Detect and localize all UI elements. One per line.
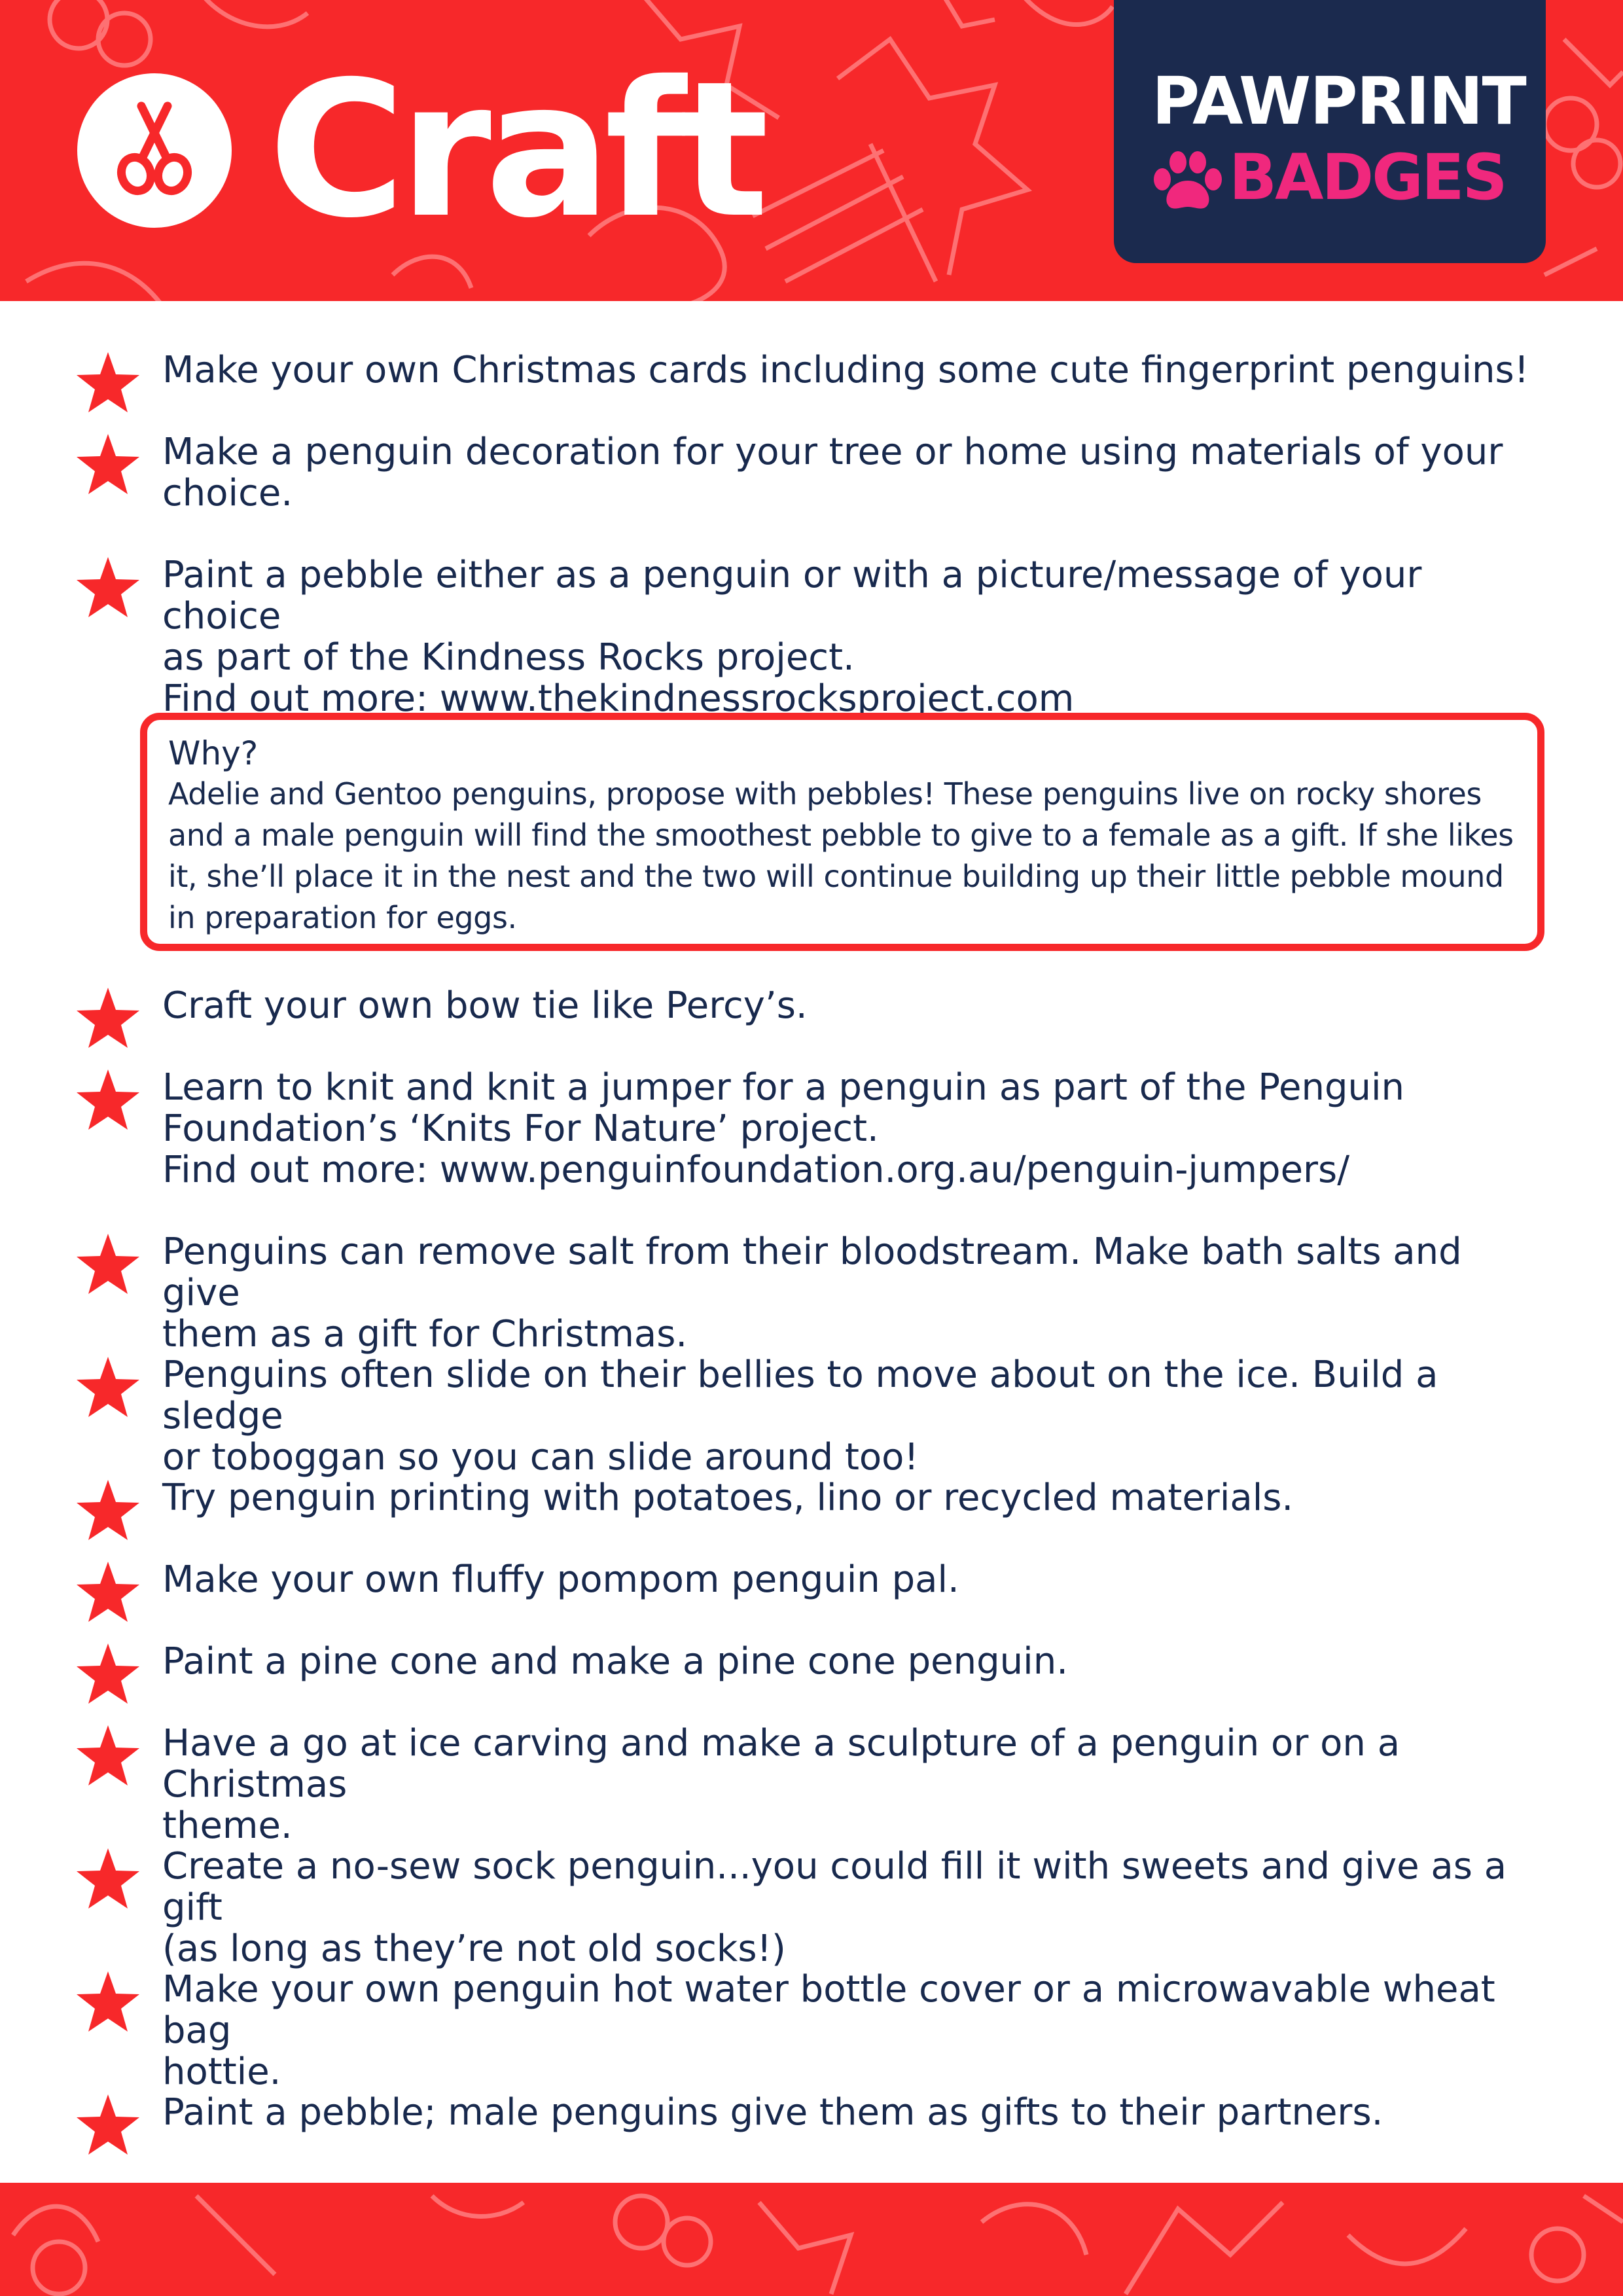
page-title: Craft: [268, 42, 763, 259]
star-icon: [75, 988, 141, 1050]
star-icon: [75, 352, 141, 415]
pawprint-badges-logo: [1114, 0, 1546, 263]
star-icon: [75, 1971, 141, 2034]
list-item-text: Paint a pine cone and make a pine cone penguin.: [162, 1640, 1069, 1683]
why-explanation: Adelie and Gentoo penguins, propose with pebbles! These penguins live on rocky shores and a male penguin will find the smoothest pebble to give to a female as a gift. If she likes it, she’ll place it in the nest and the two will continue building up their little pebble mound in preparation for eggs.: [168, 776, 1514, 935]
scissors-icon: [102, 98, 207, 203]
header-banner: [0, 0, 1623, 301]
footer-banner: [0, 2183, 1623, 2296]
list-item-text: Make a penguin decoration for your tree or home using materials of your choice.: [162, 431, 1503, 514]
star-icon: [75, 1848, 141, 1911]
star-icon: [75, 1357, 141, 1420]
star-icon: [75, 1234, 141, 1297]
list-item-text: Try penguin printing with potatoes, lino or recycled materials.: [162, 1477, 1294, 1519]
logo-wordmark-top: PAWPRINT: [1152, 63, 1525, 139]
list-item-text: Penguins can remove salt from their bloodstream. Make bath salts and give them as a gift for Christmas.: [162, 1230, 1462, 1355]
list-item-text: Make your own fluffy pompom penguin pal.: [162, 1558, 959, 1601]
list-item-text: Create a no-sew sock penguin...you could fill it with sweets and give as a gift (as long as they’re not old socks!): [162, 1845, 1507, 1970]
star-icon: [75, 557, 141, 620]
why-heading: Why?: [168, 734, 259, 772]
star-icon: [75, 434, 141, 497]
star-icon: [75, 1725, 141, 1788]
list-item-text: Paint a pebble either as a penguin or with a picture/message of your choice as part of the Kindness Rocks project. Find out more: www.thekindnessrocksproject.com: [162, 554, 1422, 720]
logo-wordmark-bottom: BADGES: [1229, 141, 1506, 214]
list-item-text: Make your own Christmas cards including some cute fingerprint penguins!: [162, 349, 1529, 391]
list-item-text: Learn to knit and knit a jumper for a penguin as part of the Penguin Foundation’s ‘Knits For Nature’ project. Find out more: www.penguinfoundation.org.au/penguin-jumpers/: [162, 1066, 1405, 1191]
paw-icon: [1152, 149, 1224, 212]
list-item-text: Have a go at ice carving and make a sculpture of a penguin or on a Christmas theme.: [162, 1722, 1400, 1847]
list-item-text: Penguins often slide on their bellies to move about on the ice. Build a sledge or toboggan so you can slide around too!: [162, 1354, 1438, 1479]
christmas-pattern-decoration: [0, 2183, 1623, 2296]
list-item-text: Craft your own bow tie like Percy’s.: [162, 984, 808, 1027]
craft-icon-badge: [77, 73, 232, 228]
star-icon: [75, 1069, 141, 1132]
star-icon: [75, 1480, 141, 1543]
why-info-box: [140, 713, 1544, 951]
star-icon: [75, 2094, 141, 2157]
star-icon: [75, 1562, 141, 1624]
list-item-text: Paint a pebble; male penguins give them as gifts to their partners.: [162, 2091, 1383, 2134]
star-icon: [75, 1643, 141, 1706]
list-item-text: Make your own penguin hot water bottle cover or a microwavable wheat bag hottie.: [162, 1968, 1495, 2093]
